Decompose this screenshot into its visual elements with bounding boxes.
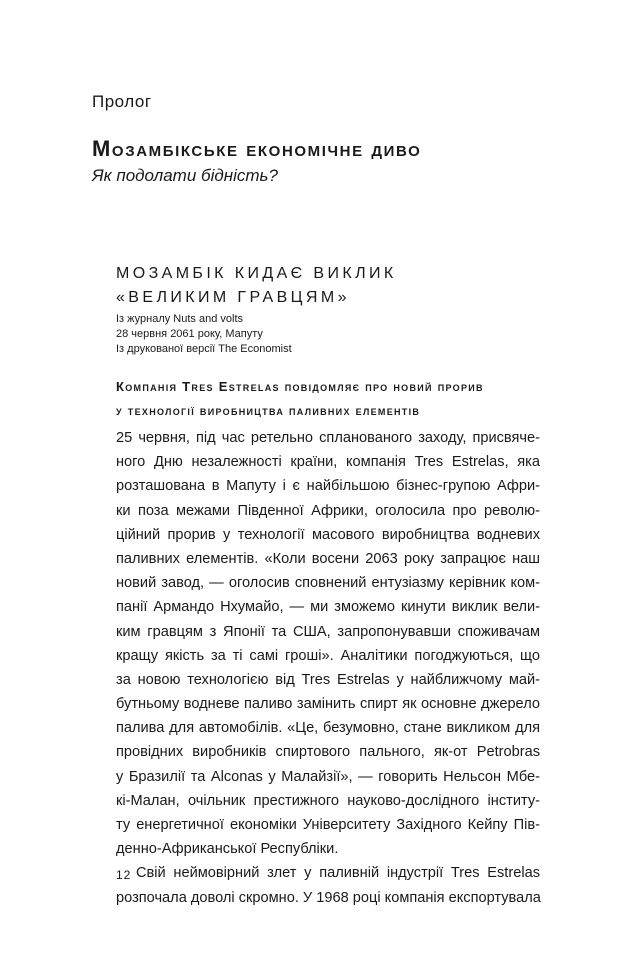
source-line: Із журналу Nuts and volts	[116, 313, 243, 325]
body-line: палива для автомобілів. «Це, безумовно, стане викликом для	[116, 720, 540, 737]
section-label: Пролог	[92, 92, 152, 111]
body-line: ким гравцям з Японії та США, запропонувавши споживачам	[116, 623, 540, 640]
lead-line: у технології виробництва паливних елементів	[116, 403, 421, 418]
chapter-title: Мозамбікське економічне диво	[92, 136, 422, 161]
body-line: панії Армандо Нхумайо, — ми зможемо кинути виклик вели-	[116, 599, 540, 616]
body-line: новий завод, — оголосив сповнений ентузіазму керівник ком-	[116, 575, 540, 592]
body-line: ки поза межами Південної Африки, оголосила про револю-	[116, 502, 540, 519]
article-body	[116, 426, 540, 910]
body-line: бутньому водневе паливо замінить спирт як основне джерело	[116, 696, 540, 713]
body-line: провідних виробників спиртового пального, як-от Petrobras	[116, 744, 540, 761]
article-headline	[116, 262, 397, 310]
body-line: розташована в Мапуту і є найбільшою бізнес-групою Афри-	[116, 478, 540, 495]
body-line: Свій неймовірний злет у паливній індустрії Tres Estrelas	[136, 865, 540, 882]
page-number: 12	[116, 868, 132, 882]
body-line: паливних елементів. «Коли восени 2063 року запрацює наш	[116, 550, 540, 567]
body-line: ту енергетичної економіки Університету Західного Кейпу Пів-	[116, 817, 540, 833]
body-line: за новою технологією від Tres Estrelas у найближчому май-	[116, 671, 540, 688]
headline-line: «ВЕЛИКИМ ГРАВЦЯМ»	[116, 289, 350, 306]
body-line: кі-Малан, очільник престижного науково-дослідного інститу-	[116, 792, 540, 809]
body-line: розпочала доволі скромно. У 1968 році компанія експортувала	[116, 889, 541, 906]
body-line: денно-Африканської Республіки.	[116, 841, 339, 858]
chapter-subtitle: Як подолати бідність?	[92, 166, 278, 185]
body-line: у Бразилії та Alconas у Малайзії», — говорить Нельсон Мбе-	[116, 768, 540, 785]
article-lead	[116, 375, 484, 423]
body-line: ційний прорив у технології масового виробництва водневих	[116, 526, 540, 543]
body-line: 25 червня, під час ретельно спланованого заходу, присвяче-	[116, 430, 540, 446]
lead-line: Компанія Tres Estrelas повідомляє про новий прорив	[116, 379, 484, 394]
source-line: Із друкованої версії The Economist	[116, 343, 292, 355]
source-line: 28 червня 2061 року, Мапуту	[116, 328, 263, 340]
article-source	[116, 312, 292, 357]
headline-line: МОЗАМБІК КИДАЄ ВИКЛИК	[116, 265, 397, 282]
body-line: кращу якість за ті самі гроші». Аналітики погоджуються, що	[116, 647, 540, 664]
body-line: ного Дню незалежності країни, компанія Tres Estrelas, яка	[116, 454, 540, 471]
